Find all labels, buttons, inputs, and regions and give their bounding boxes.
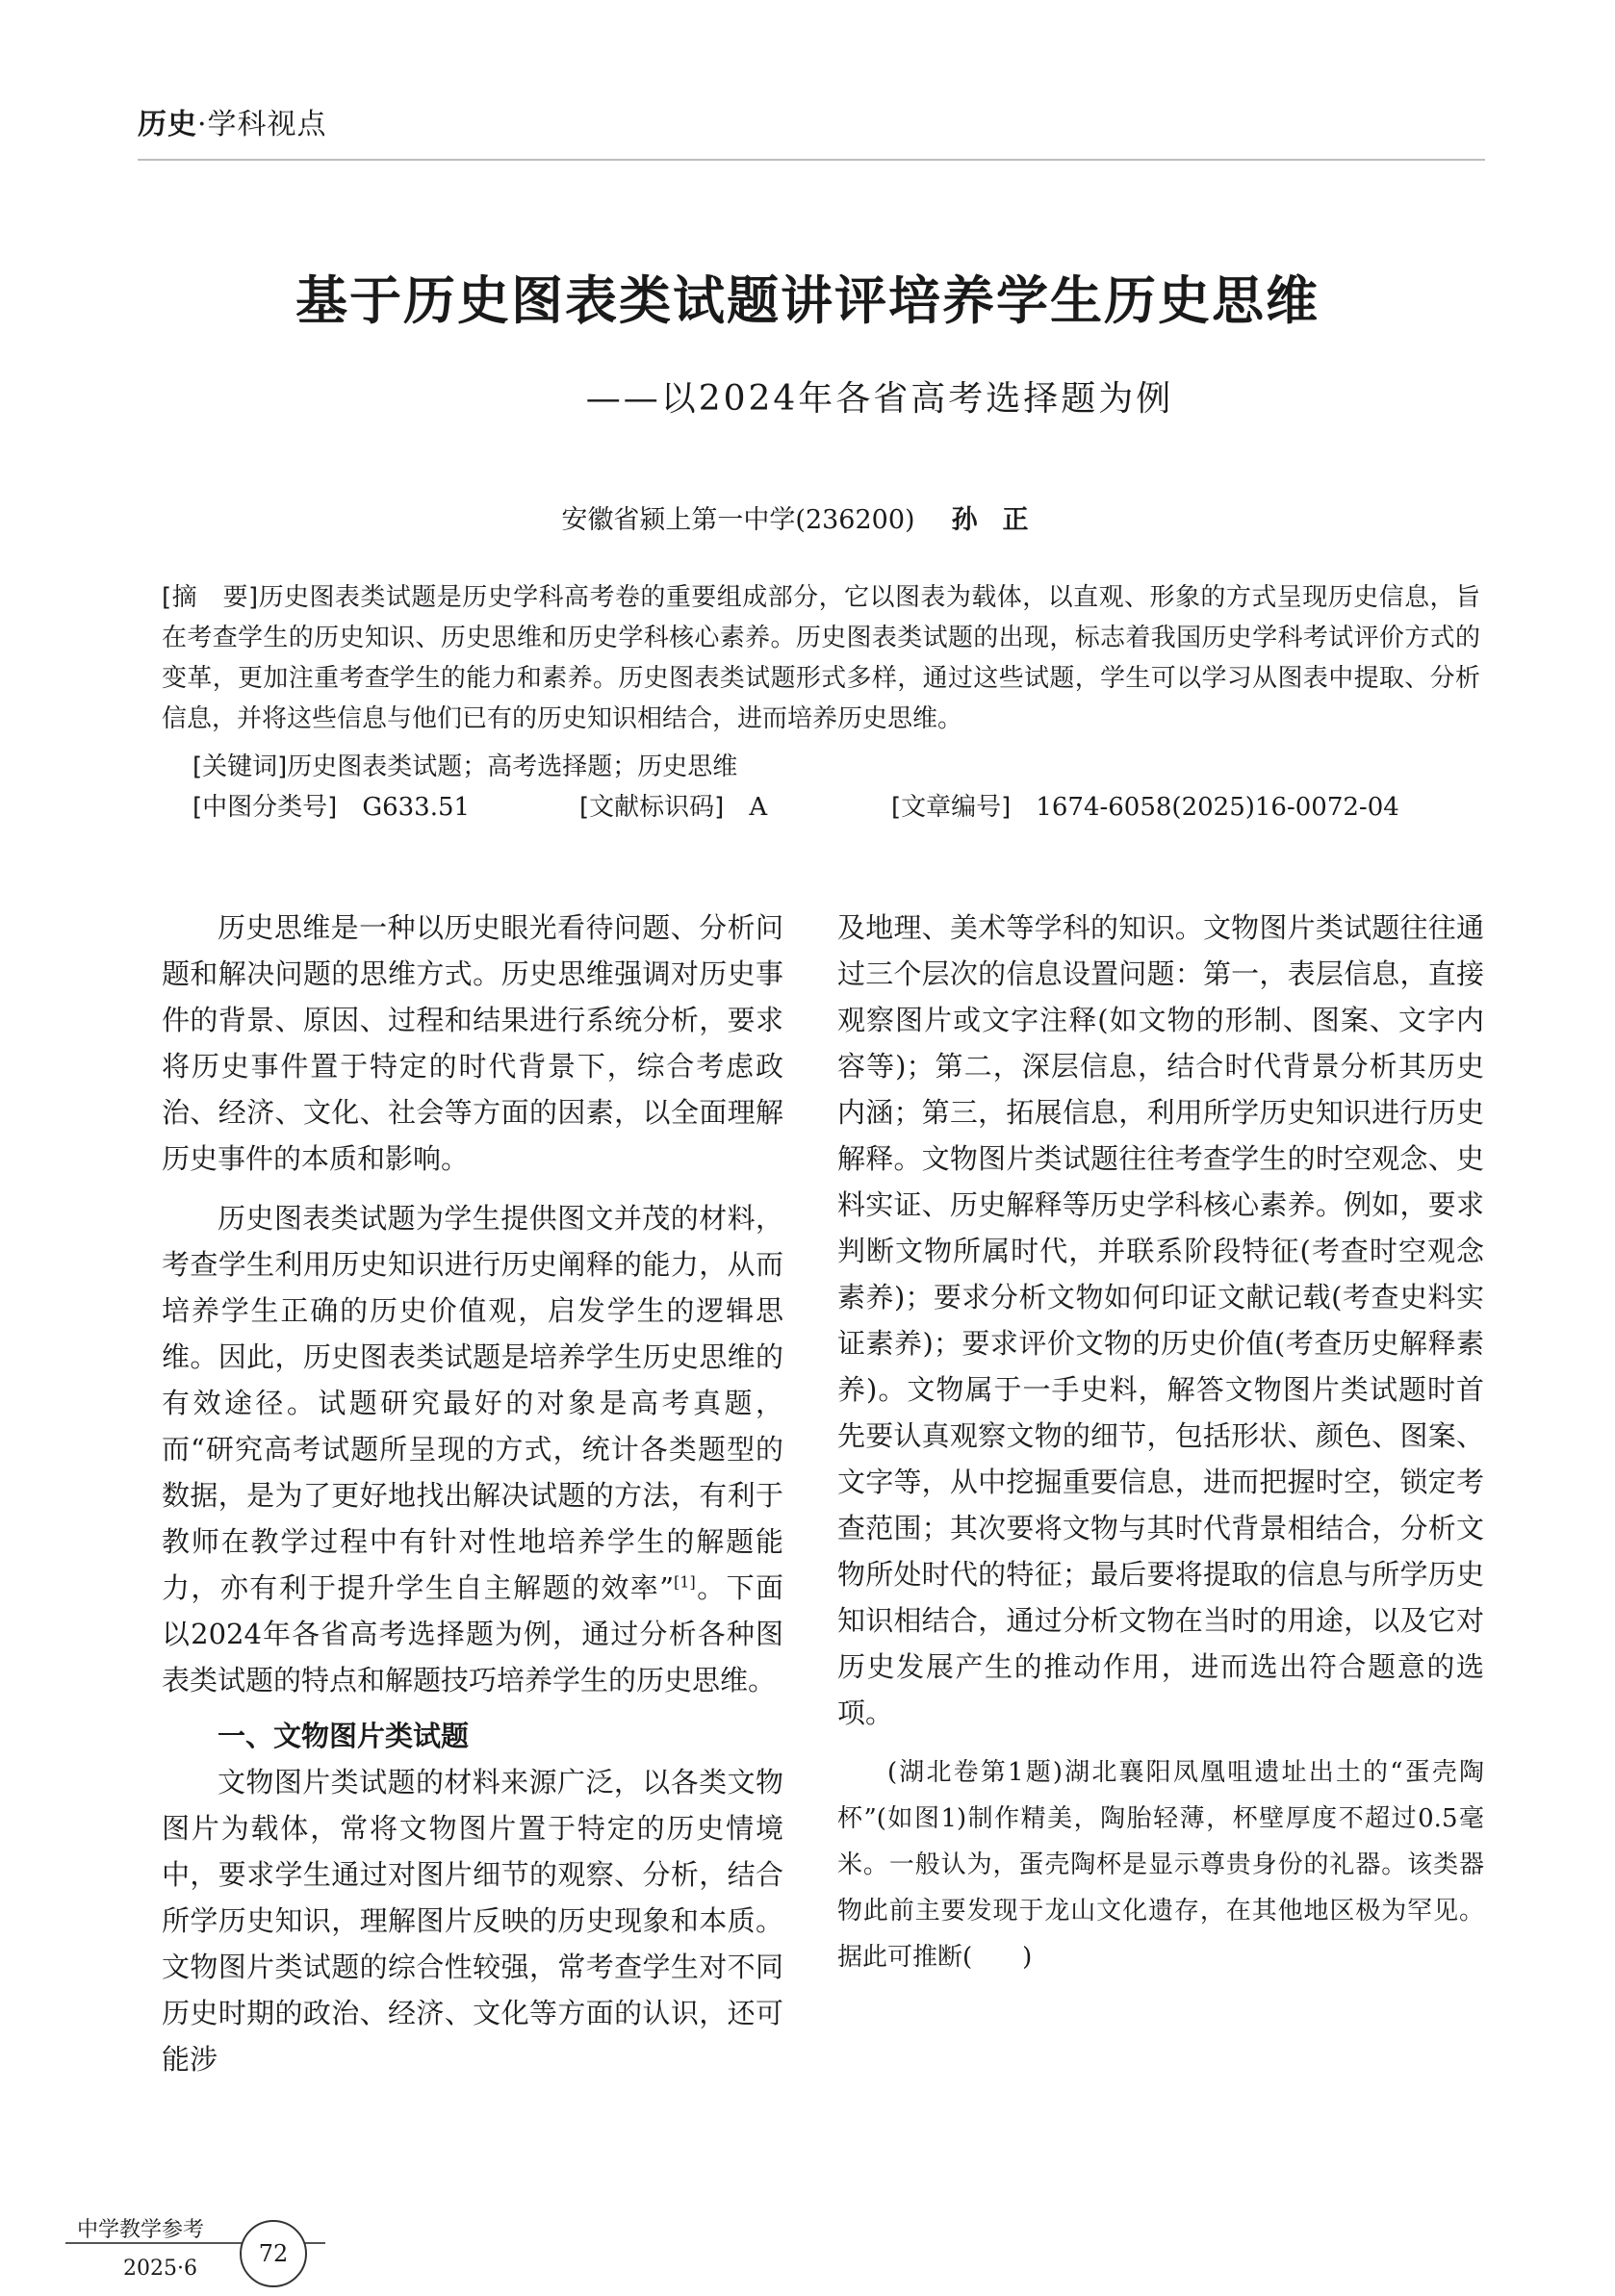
paragraph-2-part-b: 。下面以2024年各省高考选择题为例，通过分析各种图表类试题的特点和解题技巧培养学生的历史思维。 [162, 1571, 783, 1696]
article-title: 基于历史图表类试题讲评培养学生历史思维 [295, 270, 1320, 331]
abstract [162, 577, 1480, 739]
paragraph-4: 及地理、美术等学科的知识。文物图片类试题往往通过三个层次的信息设置问题：第一，表层信息，直接观察图片或文字注释(如文物的形制、图案、文字内容等)；第二，深层信息，结合时代背景分析其历史内涵；第三，拓展信息，利用所学历史知识进行历史解释。文物图片类试题往往考查学生的时空观念、史料实证、历史解释等历史学科核心素养。例如，要求判断文物所属时代，并联系阶段特征(考查时空观念素养)；要求分析文物如何印证文献记载(考查史料实证素养)；要求评价文物的历史价值(考查历史解释素养)。文物属于一手史料，解答文物图片类试题时首先要认真观察文物的细节，包括形状、颜色、图案、文字等，从中挖掘重要信息，进而把握时空，锁定考查范围；其次要将文物与其时代背景相结合，分析文物所处时代的特征；最后要将提取的信息与所学历史知识相结合，通过分析文物在当时的用途，以及它对历史发展产生的推动作用，进而选出符合题意的选项。 [837, 911, 1484, 1729]
author-line [0, 498, 1615, 536]
doc-value: A [749, 793, 768, 822]
keywords-label: [关键词] [192, 753, 288, 781]
journal-issue-date: 2025·6 [123, 2257, 197, 2281]
body-column-left [162, 905, 783, 2082]
author-name: 孙正 [951, 505, 1054, 535]
article-number-value: 1674-6058(2025)16-0072-04 [1036, 793, 1399, 822]
section-label [138, 100, 327, 142]
keywords-text: 历史图表类试题；高考选择题；历史思维 [287, 753, 738, 781]
abstract-label: [摘 要] [162, 583, 259, 612]
section-label-strong: 历史 [138, 108, 197, 141]
affiliation: 安徽省颍上第一中学(236200) [561, 505, 915, 535]
body-column-right [837, 905, 1484, 1980]
doc-label: [文献标识码] [579, 793, 725, 822]
article-number [891, 787, 1399, 823]
citation-ref: [1] [674, 1572, 696, 1592]
article-number-label: [文章编号] [891, 793, 1012, 822]
abstract-text: 历史图表类试题是历史学科高考卷的重要组成部分，它以图表为载体，以直观、形象的方式呈现历史信息，旨在考查学生的历史知识、历史思维和历史学科核心素养。历史图表类试题的出现，标志着我国历史学科考试评价方式的变革，更加注重考查学生的能力和素养。历史图表类试题形式多样，通过这些试题，学生可以学习从图表中提取、分析信息，并将这些信息与他们已有的历史知识相结合，进而培养历史思维。 [162, 583, 1480, 733]
journal-name: 中学教学参考 [77, 2218, 205, 2242]
paragraph-2 [162, 1195, 783, 1703]
article-subtitle: ——以2024年各省高考选择题为例 [585, 379, 1174, 419]
section-label-rest: ·学科视点 [197, 108, 327, 141]
paragraph-2-part-a: 历史图表类试题为学生提供图文并茂的材料，考查学生利用历史知识进行历史阐释的能力，从而培养学生正确的历史价值观，启发学生的逻辑思维。因此，历史图表类试题是培养学生历史思维的有效途径。试题研究最好的对象是高考真题，而“研究高考试题所呈现的方式，统计各类题型的数据，是为了更好地找出解决试题的方法，有利于教师在教学过程中有针对性地培养学生的解题能力，亦有利于提升学生自主解题的效率” [162, 1202, 783, 1604]
header-divider [138, 159, 1485, 161]
paragraph-3: 文物图片类试题的材料来源广泛，以各类文物图片为载体，常将文物图片置于特定的历史情境中，要求学生通过对图片细节的观察、分析，结合所学历史知识，理解图片反映的历史现象和本质。文物图片类试题的综合性较强，常考查学生对不同历史时期的政治、经济、文化等方面的认识，还可能涉 [162, 1766, 783, 2076]
clc-value: G633.51 [362, 793, 471, 822]
page-number: 72 [240, 2220, 307, 2287]
section-heading-1: 一、文物图片类试题 [218, 1720, 470, 1752]
clc-label: [中图分类号] [192, 793, 338, 822]
document-code [579, 787, 767, 823]
clc-number [192, 787, 470, 823]
keywords [192, 747, 737, 782]
paragraph-1: 历史思维是一种以历史眼光看待问题、分析问题和解决问题的思维方式。历史思维强调对历史事件的背景、原因、过程和结果进行系统分析，要求将历史事件置于特定的时代背景下，综合考虑政治、经济、文化、社会等方面的因素，以全面理解历史事件的本质和影响。 [162, 911, 783, 1175]
question-hubei-1: (湖北卷第1题)湖北襄阳凤凰咀遗址出土的“蛋壳陶杯”(如图1)制作精美，陶胎轻薄，杯壁厚度不超过0.5毫米。一般认为，蛋壳陶杯是显示尊贵身份的礼器。该类器物此前主要发现于龙山文化遗存，在其他地区极为罕见。据此可推断( ) [837, 1758, 1484, 1972]
